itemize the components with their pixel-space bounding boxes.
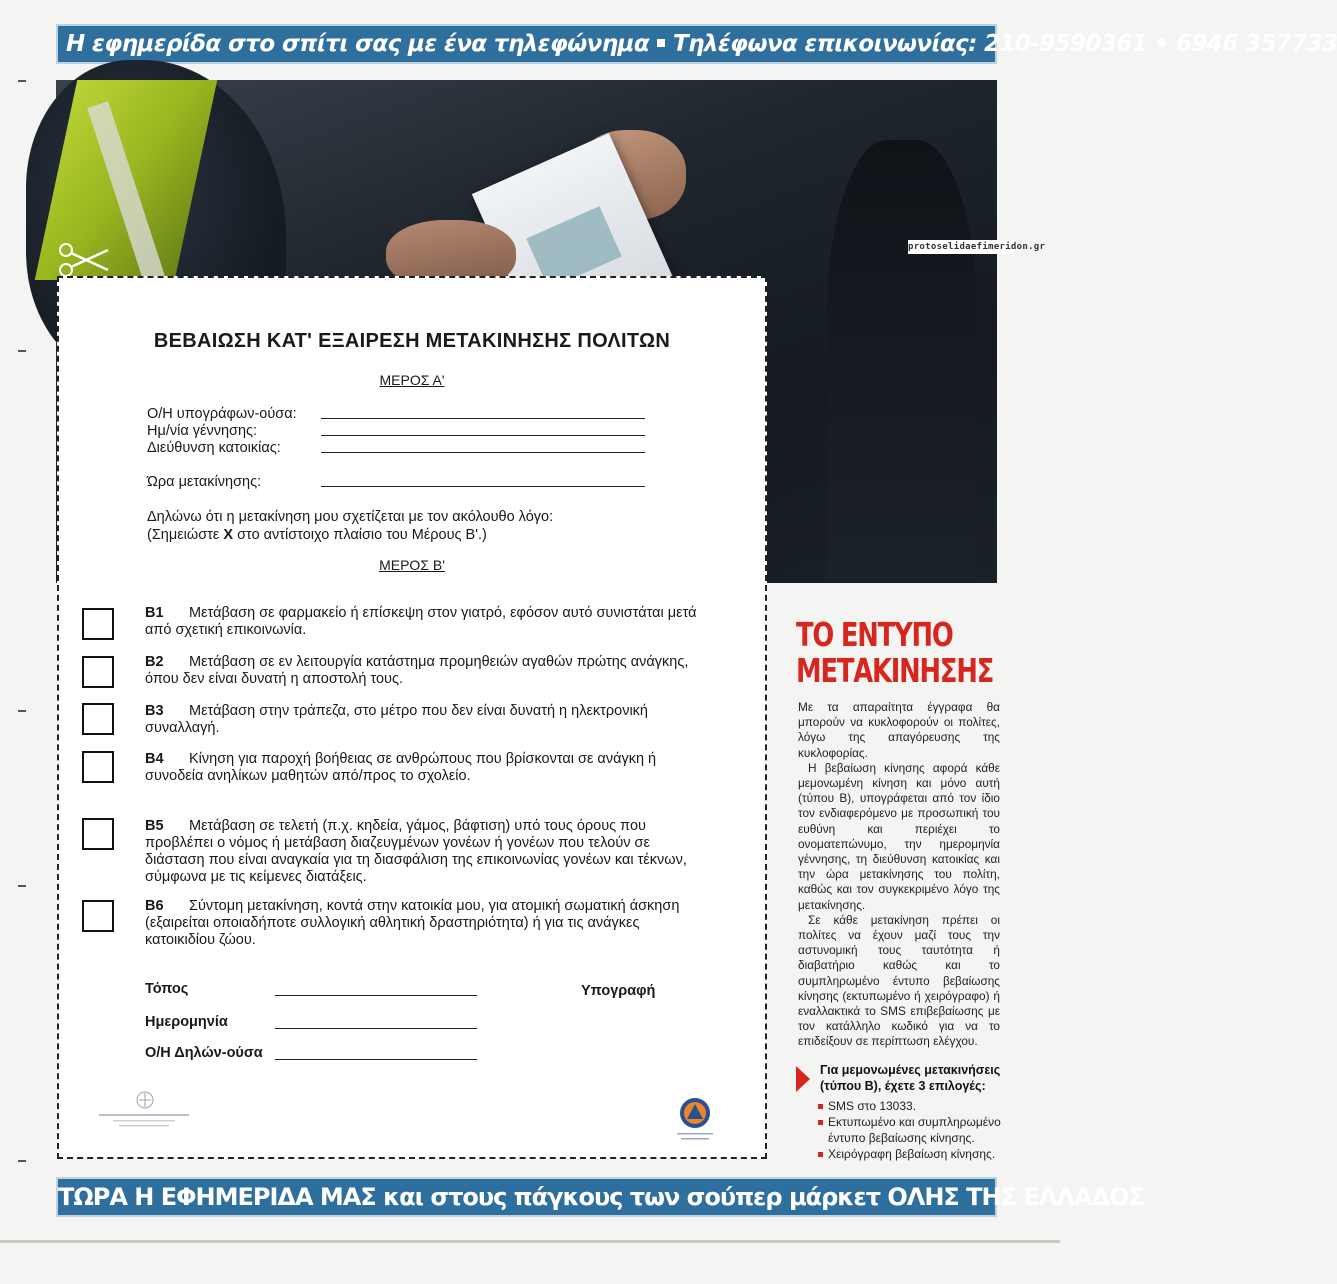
side-paragraph: Σε κάθε μετακίνηση πρέπει οι πολίτες να έχουν μαζί τους την αστυνομική τους ταυτότητα ή διαβατήριο καθώς και το συμπληρωμένο έντυπο βεβαίωσης κίνησης (εκτυπωμένο ή χειρόγραφο) ή εναλλακτικά το SMS επιβεβαίωσης με τον κατάλληλο κωδικό για να το επιδείξουν σε περίπτωση ελέγχου. <box>798 912 1000 1049</box>
reason-b4: Β4 Κίνηση για παροχή βοήθειας σε ανθρώπους που βρίσκονται σε ανάγκη ή συνοδεία ανηλίκων μαθητών από/προς το σχολείο. <box>145 751 657 784</box>
margin-mark <box>18 710 26 712</box>
address-field[interactable] <box>321 452 645 453</box>
top-banner-phones: Τηλέφωνα επικοινωνίας: 210-9590361 • 6946 357733 <box>673 31 1337 57</box>
reason-b1: Β1 Μετάβαση σε φαρμακείο ή επίσκεψη στον γιατρό, εφόσον αυτό συνιστάται μετά από σχετική επικοινωνία. <box>145 605 697 638</box>
movement-certificate-form <box>57 276 767 1159</box>
arrow-right-icon <box>796 1066 810 1092</box>
part-b-heading: ΜΕΡΟΣ Β' <box>379 557 445 573</box>
signature-label: Υπογραφή <box>581 983 656 999</box>
checkbox-b5[interactable] <box>82 818 114 850</box>
top-banner <box>56 24 1337 64</box>
options-title: Για μεμονωμένες μετακινήσεις (τύπου Β), έχετε 3 επιλογές: <box>820 1063 1001 1093</box>
signer-label: Ο/Η υπογράφων-ούσα: <box>147 406 297 422</box>
square-bullet-icon <box>657 39 665 47</box>
checkbox-b6[interactable] <box>82 900 114 932</box>
declaration <box>147 508 553 544</box>
declarant-label: Ο/Η Δηλών-ούσα <box>145 1045 263 1061</box>
declaration-line-2: (Σημειώστε Χ στο αντίστοιχο πλαίσιο του Μέρους Β'.) <box>147 527 487 543</box>
place-label: Τόπος <box>145 981 189 997</box>
civil-protection-logo-icon <box>665 1093 725 1147</box>
side-article <box>798 700 1000 1050</box>
checkbox-b2[interactable] <box>82 656 114 688</box>
list-item: Χειρόγραφη βεβαίωση κίνησης. <box>818 1146 1008 1162</box>
time-label: Ώρα μετακίνησης: <box>147 474 262 490</box>
margin-mark <box>18 1160 26 1162</box>
watermark: protoselidaefimeridon.gr <box>908 242 1046 252</box>
side-paragraph: Η βεβαίωση κίνησης αφορά κάθε μεμονωμένη κίνηση και μόνο αυτή (τύπου Β), υπογράφεται από τον ίδιο τον ενδιαφερόμενο με προσωπική του ευθύνη και περιέχει το ονοματεπώνυμο, την ημερομηνία γέννησης, τη διεύθυνση κατοικίας και την ώρα μετακίνησης του πολίτη, καθώς και τον συγκεκριμένο λόγο της μετακίνησης. <box>798 760 1000 912</box>
declaration-line-1: Δηλώνω ότι η μετακίνηση μου σχετίζεται με τον ακόλουθο λόγο: <box>147 509 554 525</box>
address-label: Διεύθυνση κατοικίας: <box>147 440 281 456</box>
reason-b3: Β3 Μετάβαση στην τράπεζα, στο μέτρο που δεν είναι δυνατή η ηλεκτρονική συναλλαγή. <box>145 703 648 736</box>
place-field[interactable] <box>275 995 477 996</box>
declarant-field[interactable] <box>275 1059 477 1060</box>
margin-mark <box>18 350 26 352</box>
date-label: Ημερομηνία <box>145 1014 228 1030</box>
time-field[interactable] <box>321 486 645 487</box>
form-title: ΒΕΒΑΙΩΣΗ ΚΑΤ' ΕΞΑΙΡΕΣΗ ΜΕΤΑΚΙΝΗΣΗΣ ΠΟΛΙΤΩΝ <box>153 330 671 352</box>
checkbox-b1[interactable] <box>82 608 114 640</box>
checkbox-b4[interactable] <box>82 751 114 783</box>
reason-b5: Β5 Μετάβαση σε τελετή (π.χ. κηδεία, γάμος, βάφτιση) υπό τους όρους που προβλέπει ο νόμος ή μετάβαση διαζευγμένων γονέων ή γονέων που τελούν σε διάσταση που είναι αναγκαία για τη διασφάλιση της επικοινωνίας γονέων και τέκνων, σύμφωνα με τις κείμενες διατάξεις. <box>145 818 687 885</box>
greek-emblem-icon <box>79 1088 179 1138</box>
dob-label: Ημ/νία γέννησης: <box>147 423 258 439</box>
reason-b6: Β6 Σύντομη μετακίνηση, κοντά στην κατοικία μου, για ατομική σωματική άσκηση (εξαιρείται οποιαδήποτε συλλογική αθλητική δραστηριότητα) ή για τις ανάγκες κατοικιδίου ζώου. <box>145 898 680 948</box>
scissors-icon <box>56 240 110 280</box>
side-title <box>796 615 994 690</box>
margin-mark <box>18 885 26 887</box>
dob-field[interactable] <box>321 435 645 436</box>
list-item: SMS στο 13033. <box>818 1098 1008 1114</box>
bottom-banner: ΤΩΡΑ Η ΕΦΗΜΕΡΙΔΑ ΜΑΣ και στους πάγκους των σούπερ μάρκετ ΟΛΗΣ ΤΗΣ ΕΛΛΑΔΟΣ <box>56 1177 997 1217</box>
signer-field[interactable] <box>321 418 645 419</box>
side-paragraph: Με τα απαραίτητα έγγραφα θα μπορούν να κυκλοφορούν οι πολίτες, λόγω της απαγόρευσης της κυκλοφορίας. <box>798 700 1000 760</box>
side-title-line-1: ΤΟ ΕΝΤΥΠΟ <box>796 615 953 654</box>
margin-mark <box>18 80 26 82</box>
options-list <box>818 1098 1008 1162</box>
checkbox-b3[interactable] <box>82 703 114 735</box>
page-bottom-rule <box>0 1240 1060 1243</box>
side-title-line-2: ΜΕΤΑΚΙΝΗΣΗΣ <box>796 651 994 690</box>
date-field[interactable] <box>275 1028 477 1029</box>
list-item: Εκτυπωμένο και συμπληρωμένο έντυπο βεβαίωσης κίνησης. <box>818 1114 1008 1146</box>
reason-b2: Β2 Μετάβαση σε εν λειτουργία κατάστημα προμηθειών αγαθών πρώτης ανάγκης, όπου δεν είναι δυνατή η αποστολή τους. <box>145 654 689 687</box>
part-a-heading: ΜΕΡΟΣ Α' <box>379 372 445 388</box>
top-banner-text: Η εφημερίδα στο σπίτι σας με ένα τηλεφώνημα <box>66 31 650 57</box>
